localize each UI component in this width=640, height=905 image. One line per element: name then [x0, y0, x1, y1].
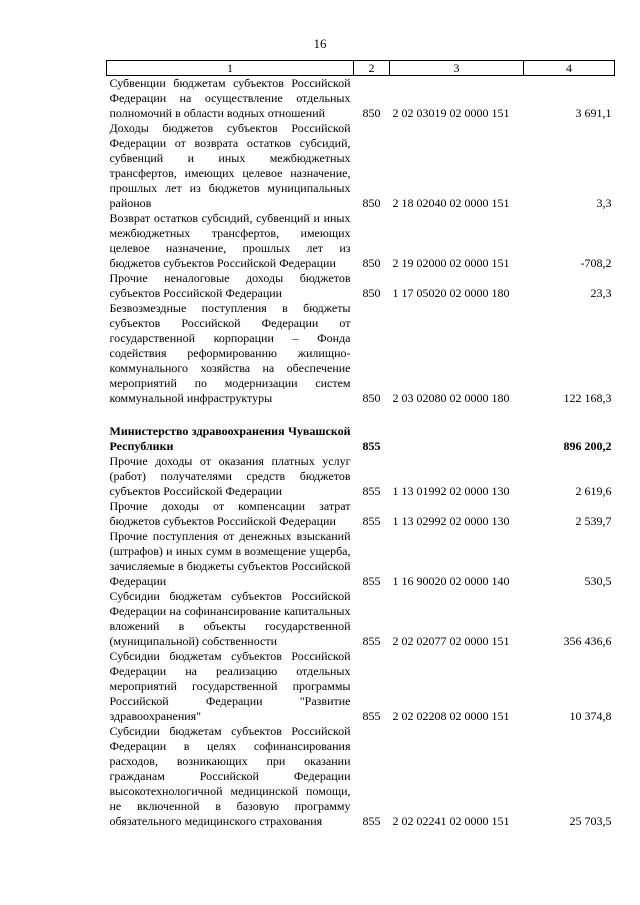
- table-row: [107, 121, 615, 211]
- row-budget-code: 2 02 02208 02 0000 151: [392, 709, 510, 723]
- column-header-2: 2: [354, 61, 390, 76]
- row-amount: 896 200,2: [563, 439, 612, 453]
- table-body: [107, 76, 615, 830]
- row-name: Субсидии бюджетам субъектов Российской Федерации в целях софинансирования расходов, возникающих при оказании гражданам Российской Федерации высокотехнологичной медицинской помощи, не включенной в базовую программу обязательного медицинского страхования: [109, 724, 351, 828]
- row-amount: -708,2: [580, 256, 612, 270]
- row-budget-code: 1 17 05020 02 0000 180: [392, 286, 510, 300]
- revenue-table: [106, 60, 615, 829]
- row-amount: 10 374,8: [569, 709, 612, 723]
- row-budget-code: 2 02 02241 02 0000 151: [392, 814, 510, 828]
- row-amount: 356 436,6: [563, 634, 612, 648]
- row-name: Прочие неналоговые доходы бюджетов субъектов Российской Федерации: [109, 271, 351, 300]
- row-budget-code: 1 13 02992 02 0000 130: [392, 514, 510, 528]
- row-admin-code: 855: [362, 439, 381, 453]
- table-row: [107, 211, 615, 271]
- table-row: [107, 76, 615, 122]
- row-name: Безвозмездные поступления в бюджеты субъектов Российской Федерации от государственной корпорации – Фонда содействия реформированию жилищно-коммунального хозяйства на обеспечение мероприятий по модернизации систем коммунальной инфраструктуры: [109, 301, 351, 405]
- row-amount: 3,3: [596, 196, 612, 210]
- row-amount: 530,5: [584, 574, 612, 588]
- row-name: Возврат остатков субсидий, субвенций и иных межбюджетных трансфертов, имеющих целевое назначение, прошлых лет из бюджетов субъектов Российской Федерации: [109, 211, 351, 270]
- table-row: [107, 529, 615, 589]
- row-budget-code: 2 19 02000 02 0000 151: [392, 256, 510, 270]
- row-budget-code: 2 02 02077 02 0000 151: [392, 634, 510, 648]
- row-name: Прочие доходы от компенсации затрат бюджетов субъектов Российской Федерации: [109, 499, 351, 528]
- row-name: Прочие доходы от оказания платных услуг (работ) получателями средств бюджетов субъектов Российской Федерации: [109, 454, 351, 498]
- row-admin-code: 855: [362, 814, 381, 828]
- row-admin-code: 850: [362, 106, 381, 120]
- page-number: 16: [313, 36, 327, 51]
- table-row: [107, 724, 615, 829]
- row-name: Доходы бюджетов субъектов Российской Федерации от возврата остатков субсидий, субвенций и иных межбюджетных трансфертов, имеющих целевое назначение, прошлых лет из бюджетов муниципальных районов: [109, 121, 351, 210]
- table-row: [107, 271, 615, 301]
- row-budget-code: 2 18 02040 02 0000 151: [392, 196, 510, 210]
- table-row: [107, 499, 615, 529]
- column-header-1: 1: [107, 61, 354, 76]
- table-header-row: [107, 61, 615, 76]
- row-amount: 2 619,6: [575, 484, 612, 498]
- row-budget-code: 1 13 01992 02 0000 130: [392, 484, 510, 498]
- row-budget-code: 2 03 02080 02 0000 180: [392, 391, 510, 405]
- row-amount: 3 691,1: [575, 106, 612, 120]
- row-budget-code: 1 16 90020 02 0000 140: [392, 574, 510, 588]
- row-name: Прочие поступления от денежных взысканий (штрафов) и иных сумм в возмещение ущерба, зачисляемые в бюджеты субъектов Российской Федерации: [109, 529, 351, 588]
- row-amount: 23,3: [590, 286, 612, 300]
- row-name: Министерство здравоохранения Чувашской Республики: [109, 424, 351, 453]
- row-admin-code: 855: [362, 634, 381, 648]
- row-amount: 122 168,3: [563, 391, 612, 405]
- row-name: Субсидии бюджетам субъектов Российской Федерации на реализацию отдельных мероприятий государственной программы Российской Федерации "Развитие здравоохранения": [109, 649, 351, 723]
- row-admin-code: 850: [362, 256, 381, 270]
- row-name: Субсидии бюджетам субъектов Российской Федерации на софинансирование капитальных вложений в объекты государственной (муниципальной) собственности: [109, 589, 351, 648]
- row-budget-code: 2 02 03019 02 0000 151: [392, 106, 510, 120]
- table-row: [107, 301, 615, 406]
- table-row: [107, 589, 615, 649]
- row-admin-code: 850: [362, 391, 381, 405]
- table-row: [107, 649, 615, 724]
- row-admin-code: 850: [362, 196, 381, 210]
- column-header-4: 4: [524, 61, 615, 76]
- row-admin-code: 850: [362, 286, 381, 300]
- row-admin-code: 855: [362, 574, 381, 588]
- row-admin-code: 855: [362, 484, 381, 498]
- column-header-3: 3: [390, 61, 524, 76]
- section-header-row: [107, 424, 615, 454]
- row-admin-code: 855: [362, 709, 381, 723]
- row-amount: 25 703,5: [569, 814, 612, 828]
- row-amount: 2 539,7: [575, 514, 612, 528]
- section-spacer: [107, 406, 615, 424]
- row-name: Субвенции бюджетам субъектов Российской Федерации на осуществление отдельных полномочий в области водных отношений: [109, 76, 351, 120]
- table-row: [107, 454, 615, 499]
- row-budget-code: [390, 424, 524, 454]
- row-admin-code: 855: [362, 514, 381, 528]
